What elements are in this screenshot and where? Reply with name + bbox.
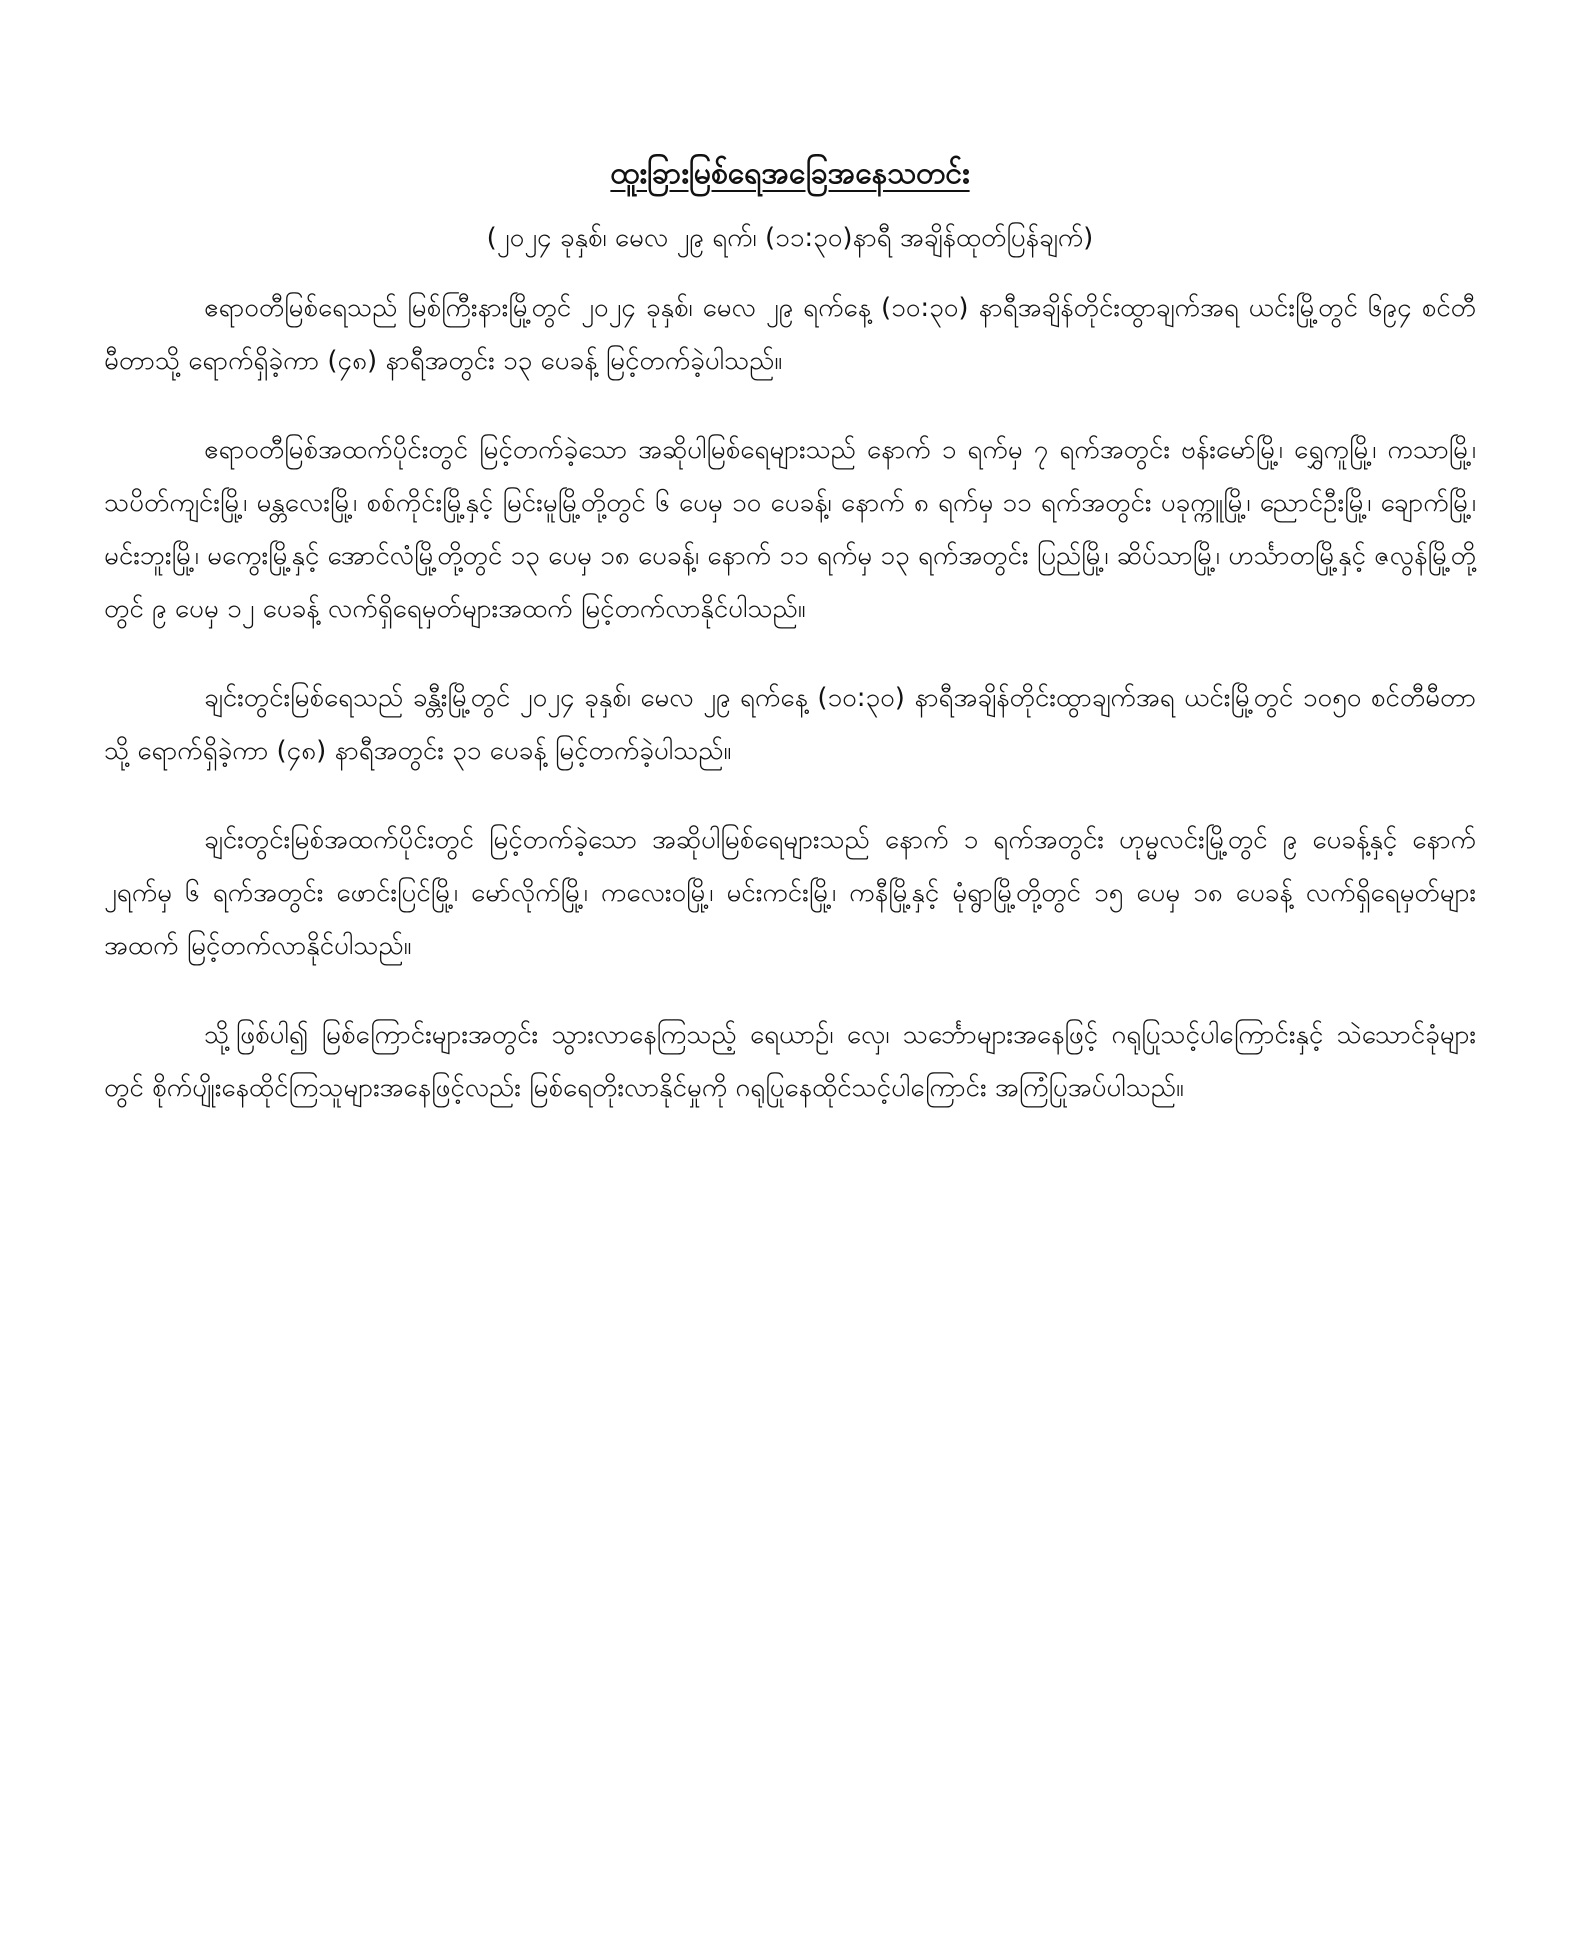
paragraph-chindwin-forecast: ချင်းတွင်းမြစ်အထက်ပိုင်းတွင် မြင့်တက်ခဲ့သော အဆိုပါမြစ်ရေများသည် နောက် ၁ ရက်အတွင်း ဟုမ္မလင်းမြို့တွင် ၉ ပေခန့်နှင့် နောက် ၂ရက်မှ ၆ ရက်အတွင်း ဖောင်းပြင်မြို့၊ မော်လိုက်မြို့၊ ကလေးဝမြို့၊ မင်းကင်းမြို့၊ ကနီမြို့နှင့် မုံရွာမြို့တို့တွင် ၁၅ ပေမှ ၁၈ ပေခန့် လက်ရှိရေမှတ်များအထက် မြင့်တက်လာနိုင်ပါသည်။ xyxy=(104,825,1476,961)
document-subtitle: (၂၀၂၄ ခုနှစ်၊ မေလ ၂၉ ရက်၊ (၁၁:၃၀)နာရီ အချိန်ထုတ်ပြန်ချက်) xyxy=(486,223,1094,253)
paragraph-irrawaddy-level: ဧရာဝတီမြစ်ရေသည် မြစ်ကြီးနားမြို့တွင် ၂၀၂၄ ခုနှစ်၊ မေလ ၂၉ ရက်နေ့ (၁၀:၃၀) နာရီအချိန်တိုင်းထွာချက်အရ ယင်းမြို့တွင် ၆၉၄ စင်တီမီတာသို့ ရောက်ရှိခဲ့ကာ (၄၈) နာရီအတွင်း ၁၃ ပေခန့် မြင့်တက်ခဲ့ပါသည်။ xyxy=(104,293,1476,376)
paragraph-advisory: သို့ဖြစ်ပါ၍ မြစ်ကြောင်းများအတွင်း သွားလာနေကြသည့် ရေယာဉ်၊ လှေ၊ သင်္ဘောများအနေဖြင့် ဂရုပြုသင့်ပါကြောင်းနှင့် သဲသောင်ခုံများတွင် စိုက်ပျိုးနေထိုင်ကြသူများအနေဖြင့်လည်း မြစ်ရေတိုးလာနိုင်မှုကို ဂရုပြုနေထိုင်သင့်ပါကြောင်း အကြံပြုအပ်ပါသည်။ xyxy=(104,1020,1476,1103)
paragraph-irrawaddy-forecast: ဧရာဝတီမြစ်အထက်ပိုင်းတွင် မြင့်တက်ခဲ့သော အဆိုပါမြစ်ရေများသည် နောက် ၁ ရက်မှ ၇ ရက်အတွင်း ဗန်းမော်မြို့၊ ရွှေကူမြို့၊ ကသာမြို့၊ သပိတ်ကျင်းမြို့၊ မန္တလေးမြို့၊ စစ်ကိုင်းမြို့နှင့် မြင်းမူမြို့တို့တွင် ၆ ပေမှ ၁၀ ပေခန့်၊ နောက် ၈ ရက်မှ ၁၁ ရက်အတွင်း ပခုက္ကူမြို့၊ ညောင်ဦးမြို့၊ ချောက်မြို့၊ မင်းဘူးမြို့၊ မကွေးမြို့နှင့် အောင်လံမြို့တို့တွင် ၁၃ ပေမှ ၁၈ ပေခန့်၊ နောက် ၁၁ ရက်မှ ၁၃ ရက်အတွင်း ပြည်မြို့၊ ဆိပ်သာမြို့၊ ဟင်္သာတမြို့နှင့် ဇလွန်မြို့တို့တွင် ၉ ပေမှ ၁၂ ပေခန့် လက်ရှိရေမှတ်များအထက် မြင့်တက်လာနိုင်ပါသည်။ xyxy=(104,435,1476,624)
paragraph-chindwin-level: ချင်းတွင်းမြစ်ရေသည် ခန္တီးမြို့တွင် ၂၀၂၄ ခုနှစ်၊ မေလ ၂၉ ရက်နေ့ (၁၀:၃၀) နာရီအချိန်တိုင်းထွာချက်အရ ယင်းမြို့တွင် ၁၀၅၀ စင်တီမီတာသို့ ရောက်ရှိခဲ့ကာ (၄၈) နာရီအတွင်း ၃၁ ပေခန့် မြင့်တက်ခဲ့ပါသည်။ xyxy=(104,683,1476,766)
document-title: ထူးခြားမြစ်ရေအခြေအနေသတင်း xyxy=(610,156,970,191)
